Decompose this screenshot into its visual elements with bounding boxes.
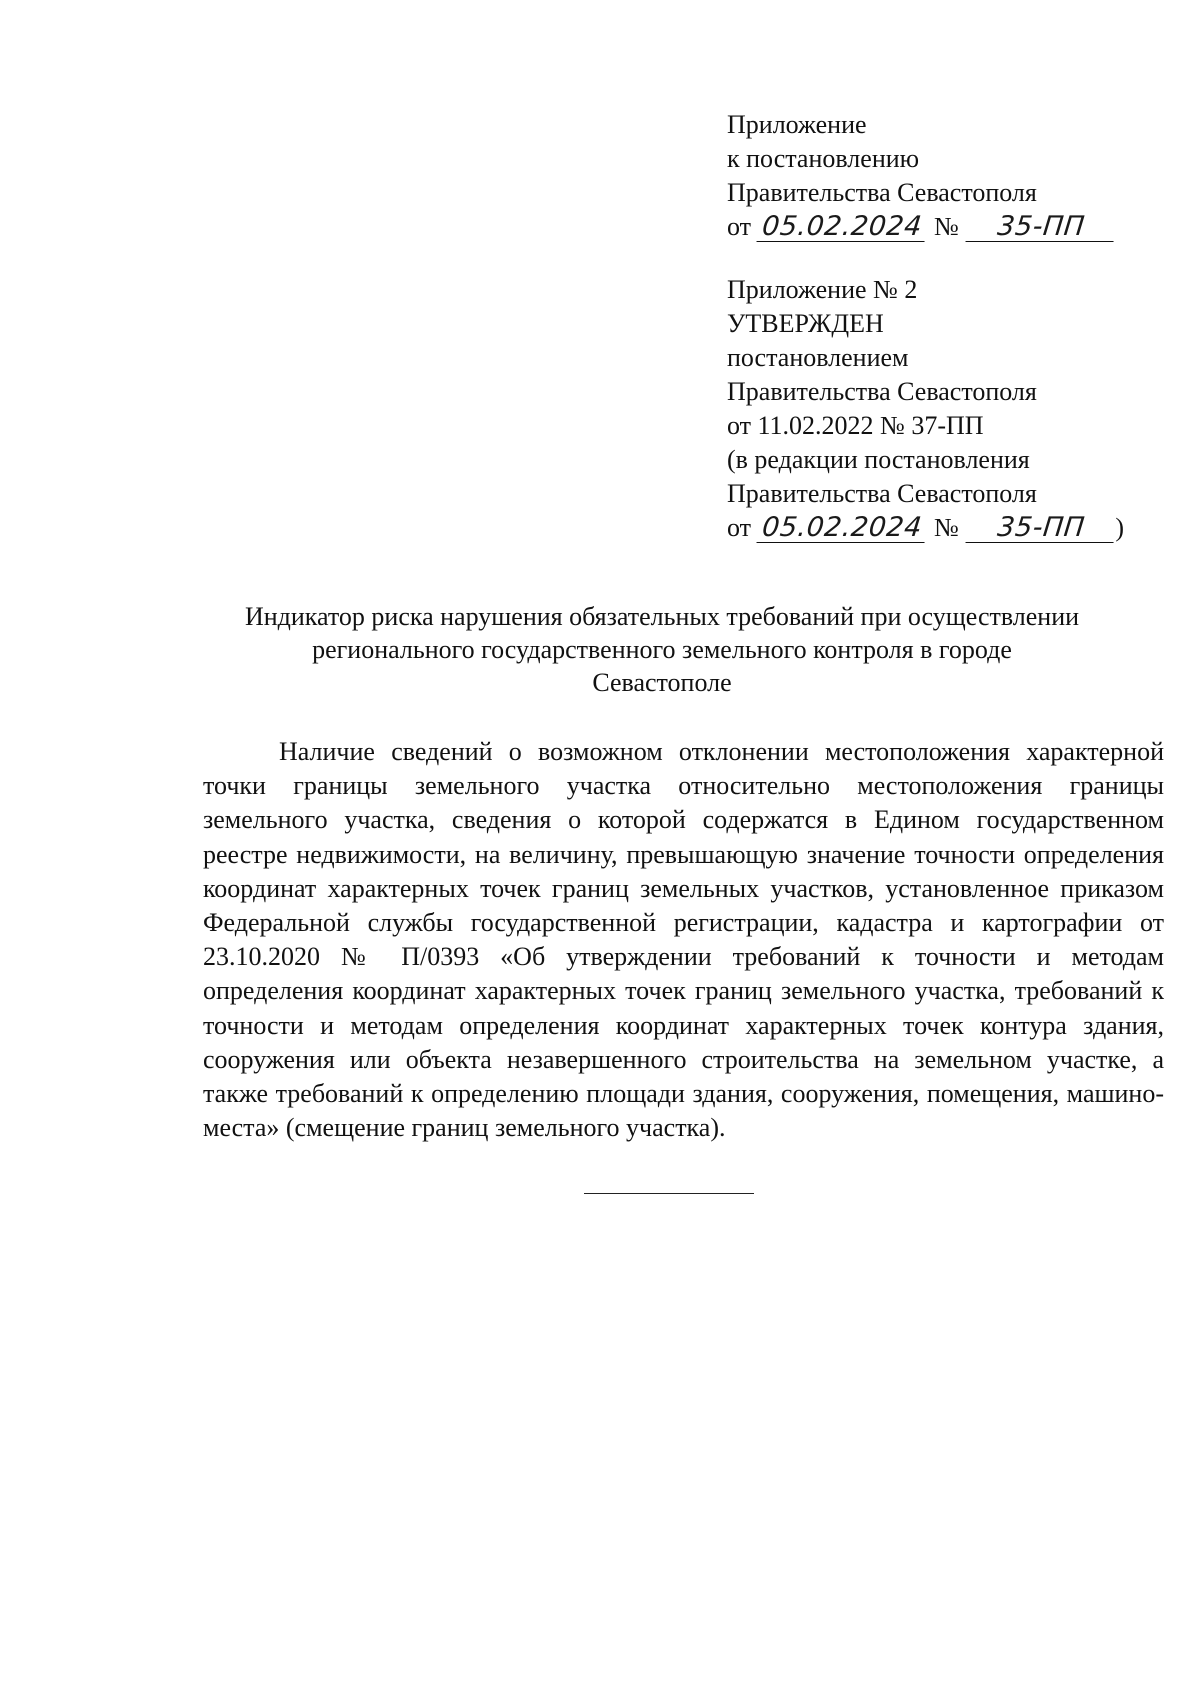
approval-revision-note: (в редакции постановления	[727, 445, 1030, 474]
appendix-to-resolution: к постановлению	[727, 144, 920, 173]
appendix-header	[727, 108, 1167, 244]
approval-by-resolution: постановлением	[727, 343, 909, 372]
document-title	[180, 600, 1144, 699]
approval-approved: УТВЕРЖДЕН	[727, 309, 884, 338]
body-paragraph: Наличие сведений о возможном отклонении местоположения характерной точки границы земельного участка относительно местоположения границы земельного участка, сведения о которой содержатся в Едином государственном реестре недвижимости, на величину, превышающую значение точности определения координат характерных точек границ земельных участков, установленное приказом Федеральной службы государственной регистрации, кадастра и картографии от 23.10.2020 № П/0393 «Об утверждении требований к точности и методам определения координат характерных точек границ земельного участка, требований к точности и методам определения координат характерных точек контура здания, сооружения или объекта незавершенного строительства на земельном участке, а также требований к определению площади здания, сооружения, помещения, машино-места» (смещение границ земельного участка).	[203, 737, 1164, 1143]
title-line-2: регионального государственного земельного контроля в городе	[312, 635, 1012, 664]
approval-from-label: от	[727, 513, 752, 542]
end-divider	[584, 1193, 754, 1194]
title-line-3: Севастополе	[592, 668, 732, 697]
approval-handwritten-number: 35-ПП	[966, 514, 1117, 543]
appendix-number-sign: №	[934, 212, 959, 241]
approval-header	[727, 273, 1167, 545]
appendix-handwritten-number: 35-ПП	[966, 213, 1117, 242]
appendix-from-label: от	[727, 212, 752, 241]
approval-revision-government: Правительства Севастополя	[727, 479, 1037, 508]
appendix-handwritten-date: 05.02.2024	[756, 213, 927, 242]
approval-number-sign: №	[934, 513, 959, 542]
appendix-date-number-line	[727, 210, 1167, 244]
approval-government: Правительства Севастополя	[727, 377, 1037, 406]
approval-original-date: от 11.02.2022 № 37-ПП	[727, 411, 984, 440]
approval-appendix-number: Приложение № 2	[727, 275, 918, 304]
approval-date-number-line	[727, 511, 1167, 545]
title-line-1: Индикатор риска нарушения обязательных требований при осуществлении	[244, 602, 1080, 631]
appendix-label: Приложение	[727, 110, 867, 139]
approval-handwritten-date: 05.02.2024	[756, 514, 927, 543]
appendix-government: Правительства Севастополя	[727, 178, 1037, 207]
approval-closing-paren: )	[1115, 513, 1125, 542]
